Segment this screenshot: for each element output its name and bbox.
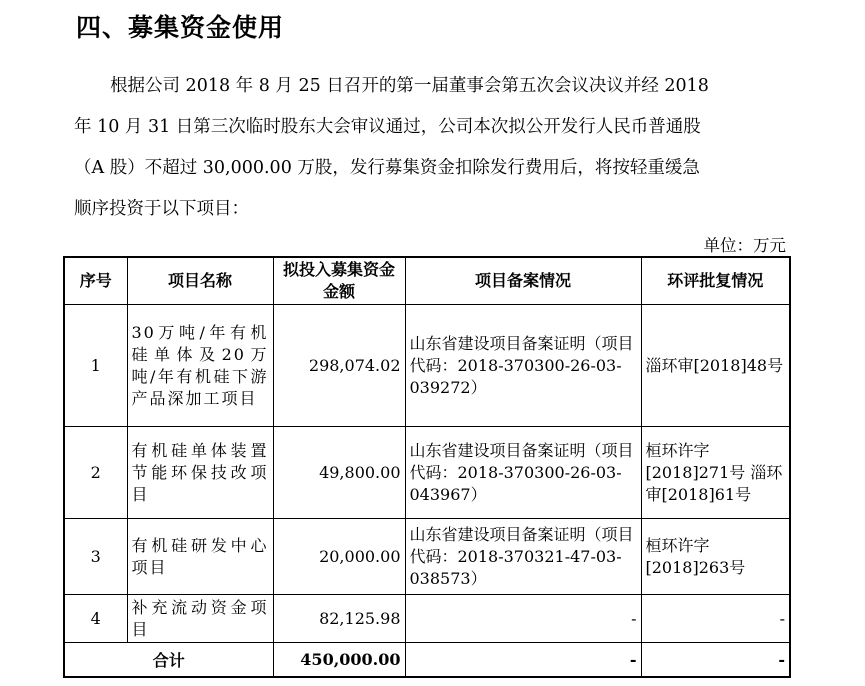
row-record: - (405, 595, 641, 643)
table-row (64, 519, 790, 595)
intro-line: 年 10 月 31 日第三次临时股东大会审议通过，公司本次拟公开发行人民币普通股 (74, 117, 701, 137)
total-row (64, 643, 790, 678)
table-row (64, 427, 790, 519)
row-name: 有机硅研发中心项目 (127, 519, 273, 595)
intro-line: 顺序投资于以下项目： (74, 199, 249, 219)
table-row (64, 305, 790, 427)
section-title: 四、募集资金使用 (76, 13, 285, 42)
row-env: - (641, 595, 790, 643)
intro-line: （A 股）不超过 30,000.00 万股，发行募集资金扣除发行费用后，将按轻重缓急 (74, 158, 700, 178)
row-env: 淄环审[2018]48号 (641, 305, 790, 427)
row-record: 山东省建设项目备案证明（项目代码：2018-370300-26-03-043967） (405, 427, 641, 519)
row-amount: 20,000.00 (273, 519, 405, 595)
row-no: 4 (64, 595, 127, 643)
intro-line: 根据公司 2018 年 8 月 25 日召开的第一届董事会第五次会议决议并经 2018 (110, 76, 709, 96)
row-amount: 298,074.02 (273, 305, 405, 427)
total-record: - (405, 643, 641, 678)
unit-label: 单位：万元 (703, 236, 786, 255)
row-amount: 82,125.98 (273, 595, 405, 643)
header-record: 项目备案情况 (405, 257, 641, 305)
row-no: 3 (64, 519, 127, 595)
total-label: 合计 (64, 643, 273, 678)
row-amount: 49,800.00 (273, 427, 405, 519)
header-no: 序号 (64, 257, 127, 305)
row-no: 2 (64, 427, 127, 519)
row-env: 桓环许字[2018]263号 (641, 519, 790, 595)
header-env: 环评批复情况 (641, 257, 790, 305)
total-amount: 450,000.00 (273, 643, 405, 678)
total-env: - (641, 643, 790, 678)
fund-use-table (63, 256, 791, 678)
intro-paragraph (74, 66, 790, 230)
row-env: 桓环许字[2018]271号 淄环审[2018]61号 (641, 427, 790, 519)
header-amount: 拟投入募集资金金额 (273, 257, 405, 305)
row-name: 30万吨/年有机硅单体及20万吨/年有机硅下游产品深加工项目 (127, 305, 273, 427)
row-no: 1 (64, 305, 127, 427)
row-name: 有机硅单体装置节能环保技改项目 (127, 427, 273, 519)
row-record: 山东省建设项目备案证明（项目代码：2018-370321-47-03-038573） (405, 519, 641, 595)
row-name: 补充流动资金项目 (127, 595, 273, 643)
row-record: 山东省建设项目备案证明（项目代码：2018-370300-26-03-039272） (405, 305, 641, 427)
table-header-row (64, 257, 790, 305)
header-name: 项目名称 (127, 257, 273, 305)
table-row (64, 595, 790, 643)
